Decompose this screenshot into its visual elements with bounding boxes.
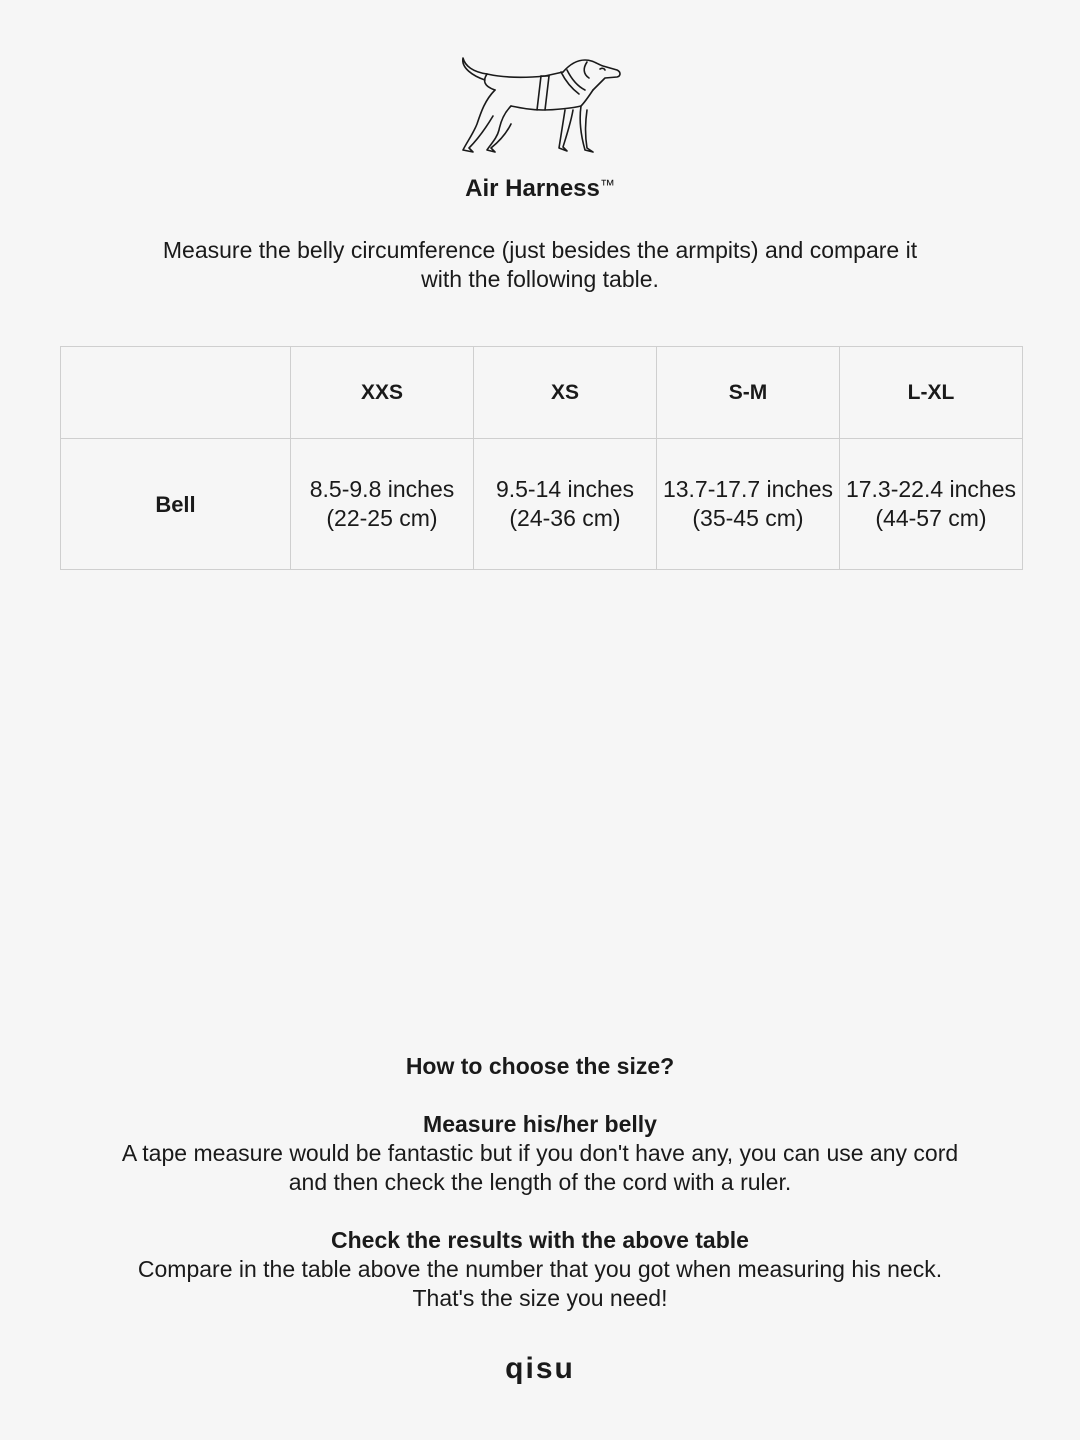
cell-inches: 13.7-17.7 inches [662,476,834,502]
product-title-text: Air Harness [465,175,600,202]
table-cell [291,439,474,570]
table-cell [840,439,1023,570]
size-guide [40,1052,1040,1313]
cell-inches: 9.5-14 inches [495,476,635,502]
dog-harness-icon [455,50,630,160]
step2-line-1: Compare in the table above the number that you got when measuring his neck. [137,1256,943,1282]
step1-line-2: and then check the length of the cord with a ruler. [288,1169,792,1195]
size-table [60,346,1023,570]
table-header-xs: XS [474,347,657,439]
table-cell [474,439,657,570]
step1-line-1: A tape measure would be fantastic but if you don't have any, you can use any cord [121,1140,959,1166]
cell-cm: (35-45 cm) [692,505,804,531]
step2-line-2: That's the size you need! [412,1285,668,1311]
product-title [0,175,1080,203]
brand-logo: qisu [505,1352,575,1385]
table-header-l-xl: L-XL [840,347,1023,439]
step1-heading: Measure his/her belly [423,1111,657,1137]
trademark-symbol: ™ [599,177,615,194]
table-header-xxs: XXS [291,347,474,439]
cell-cm: (22-25 cm) [326,505,438,531]
table-cell [657,439,840,570]
table-header-empty [61,347,291,439]
intro-text [140,236,940,294]
table-header-row [61,347,1023,439]
cell-inches: 17.3-22.4 inches [845,476,1017,502]
step2-heading: Check the results with the above table [331,1227,749,1253]
cell-inches: 8.5-9.8 inches [309,476,455,502]
intro-line-2: with the following table. [421,266,659,292]
guide-title: How to choose the size? [405,1053,675,1079]
cell-cm: (24-36 cm) [509,505,621,531]
cell-cm: (44-57 cm) [875,505,987,531]
table-row [61,439,1023,570]
table-header-s-m: S-M [657,347,840,439]
intro-line-1: Measure the belly circumference (just besides the armpits) and compare it [162,237,918,263]
row-label: Bell [61,439,291,570]
